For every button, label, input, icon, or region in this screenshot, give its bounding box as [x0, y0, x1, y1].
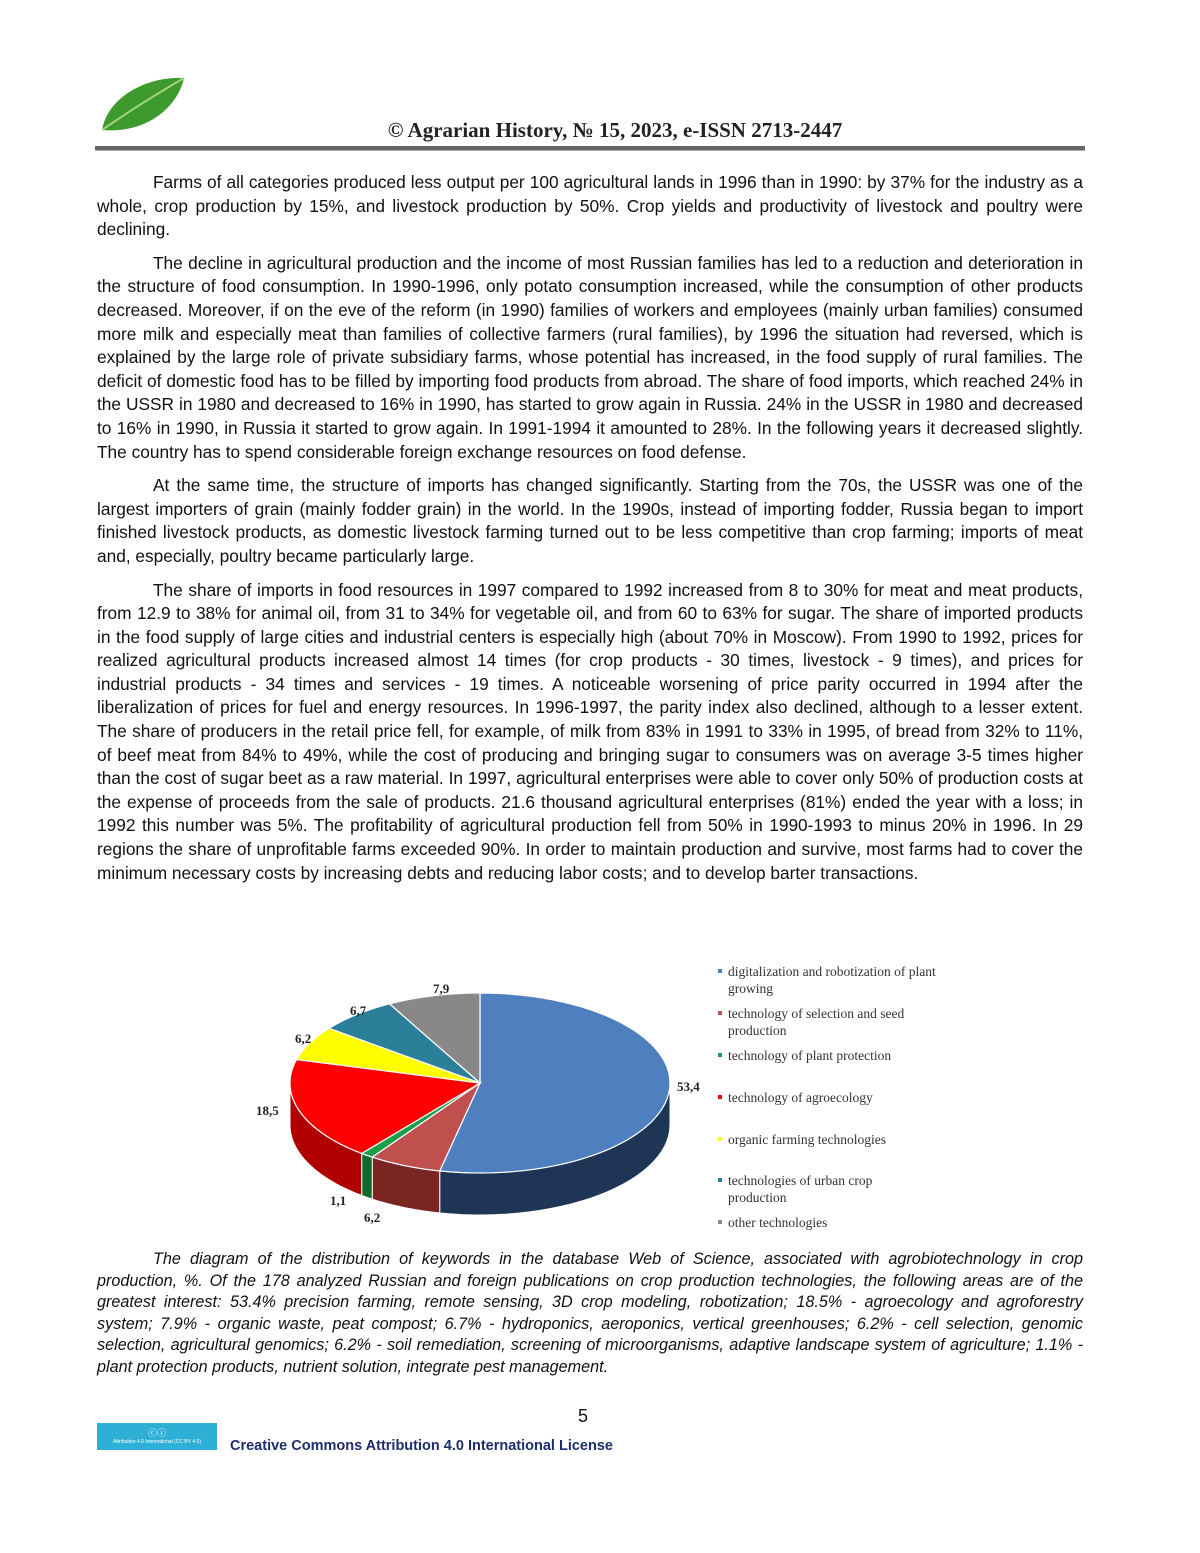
paragraph: At the same time, the structure of imports has changed significantly. Starting from the 70s, the USSR was one of the largest importers of grain (mainly fodder grain) in the world. In the 1990s, instead of importing fodder, Russia began to import finished livestock products, as domestic livestock farming turned out to be less competitive than crop farming; imports of meat and, especially, poultry became particularly large.	[97, 475, 1083, 566]
page-number: 5	[578, 1406, 589, 1426]
legend-label: technology of agroecology	[728, 1090, 873, 1105]
value-label: 18,5	[256, 1103, 279, 1118]
legend-swatch	[718, 969, 722, 973]
legend-label: technology of plant protection	[728, 1048, 892, 1063]
license-link[interactable]: Creative Commons Attribution 4.0 International License	[230, 1438, 613, 1454]
legend-swatch	[718, 1220, 722, 1224]
legend-label: organic farming technologies	[728, 1132, 886, 1147]
value-label: 6,7	[350, 1003, 367, 1018]
legend-swatch	[718, 1011, 722, 1015]
legend-swatch	[718, 1178, 722, 1182]
legend-swatch	[718, 1137, 722, 1141]
value-label: 6,2	[295, 1031, 312, 1046]
legend-label: technology of selection and seed production	[728, 1006, 905, 1038]
paragraph: The decline in agricultural production and the income of most Russian families has led to a reduction and deterioration in the structure of food consumption. In 1990-1996, only potato consumption increased, while the consumption of other products decreased. Moreover, if on the eve of the reform (in 1990) families of workers and employees (mainly urban families) consumed more milk and especially meat than families of collective farmers (rural families), by 1996 the situation had reversed, which is explained by the large role of private subsidiary farms, whose potential has increased, in the food supply of rural families. The deficit of domestic food has to be filled by importing food products from abroad. The share of food imports, which reached 24% in the USSR in 1980 and decreased to 16% in 1990, has started to grow again in Russia. 24% in the USSR in 1980 and decreased to 16% in 1990, in Russia it started to grow again. In 1991-1994 it amounted to 28%. In the following years it decreased slightly. The country has to spend considerable foreign exchange resources on food defense.	[97, 252, 1083, 462]
figure-caption: The diagram of the distribution of keywords in the database Web of Science, associated with agrobiotechnology in crop production, %. Of the 178 analyzed Russian and foreign publications on crop production technologies, the following areas are of the greatest interest: 53.4% precision farming, remote sensing, 3D crop modeling, robotization; 18.5% - agroecology and agroforestry system; 7.9% - organic waste, peat compost; 6.7% - hydroponics, aeroponics, vertical greenhouses; 6.2% - cell selection, genomic selection, agricultural genomics; 6.2% - soil remediation, screening of microorganisms, adaptive landscape system of agriculture; 1.1% - plant protection products, nutrient solution, integrate pest management.	[97, 1250, 1083, 1376]
cc-license-badge[interactable]	[97, 1423, 217, 1450]
legend-item	[718, 1172, 898, 1206]
body-text	[97, 171, 1083, 895]
value-label: 6,2	[364, 1210, 381, 1225]
value-label: 7,9	[433, 981, 450, 996]
header-divider	[95, 146, 1085, 151]
paragraph: Farms of all categories produced less output per 100 agricultural lands in 1996 than in 1990: by 37% for the industry as a whole, crop production by 15%, and livestock production by 50%. Crop yields and productivity of livestock and poultry were declining.	[97, 172, 1083, 240]
pie-slice-side	[362, 1153, 373, 1199]
legend-item	[718, 1089, 958, 1106]
legend-item	[718, 963, 958, 997]
paragraph: The share of imports in food resources in 1997 compared to 1992 increased from 8 to 30% for meat and meat products, from 12.9 to 38% for animal oil, from 31 to 34% for vegetable oil, and from 60 to 63% for sugar. The share of imported products in the food supply of large cities and industrial centers is especially high (about 70% in Moscow). From 1990 to 1992, prices for realized agricultural products increased almost 14 times (for crop products - 30 times, livestock - 9 times), and prices for industrial products - 34 times and services - 19 times. A noticeable worsening of price parity occurred in 1994 after the liberalization of prices for fuel and energy resources. In 1996-1997, the parity index also declined, although to a lesser extent. The share of producers in the retail price fell, for example, of milk from 83% in 1991 to 33% in 1995, of bread from 32% to 11%, of beef meat from 84% to 49%, while the cost of producing and bringing sugar to consumers was on average 3-5 times higher than the cost of sugar beet as a raw material. In 1997, agricultural enterprises were able to cover only 50% of production costs at the expense of proceeds from the sale of products. 21.6 thousand agricultural enterprises (81%) ended the year with a loss; in 1992 this number was 5%. The profitability of agricultural production fell from 50% in 1990-1993 to minus 20% in 1996. In 29 regions the share of unprofitable farms exceeded 90%. In order to maintain production and survive, most farms had to cover the minimum necessary costs by increasing debts and reducing labor costs; and to develop barter transactions.	[97, 579, 1083, 883]
legend-label: digitalization and robotization of plant growing	[728, 964, 936, 996]
cc-icon: ⓒⓘ	[147, 1428, 166, 1438]
legend-label: technologies of urban crop production	[728, 1173, 873, 1205]
value-label: 1,1	[330, 1193, 347, 1208]
legend-swatch	[718, 1095, 722, 1099]
legend-item	[718, 1131, 958, 1148]
legend-item	[718, 1047, 958, 1064]
legend-item	[718, 1214, 958, 1231]
value-label: 53,4	[677, 1079, 700, 1094]
legend-swatch	[718, 1053, 722, 1057]
pie-chart	[240, 955, 960, 1245]
badge-text: Attribution 4.0 International (CC BY 4.0)	[112, 1439, 201, 1445]
journal-header: © Agrarian History, № 15, 2023, e-ISSN 2713-2447	[387, 118, 843, 142]
chart-legend	[718, 963, 958, 1231]
pie-svg	[240, 955, 700, 1245]
legend-item	[718, 1005, 958, 1039]
legend-label: other technologies	[728, 1215, 828, 1230]
